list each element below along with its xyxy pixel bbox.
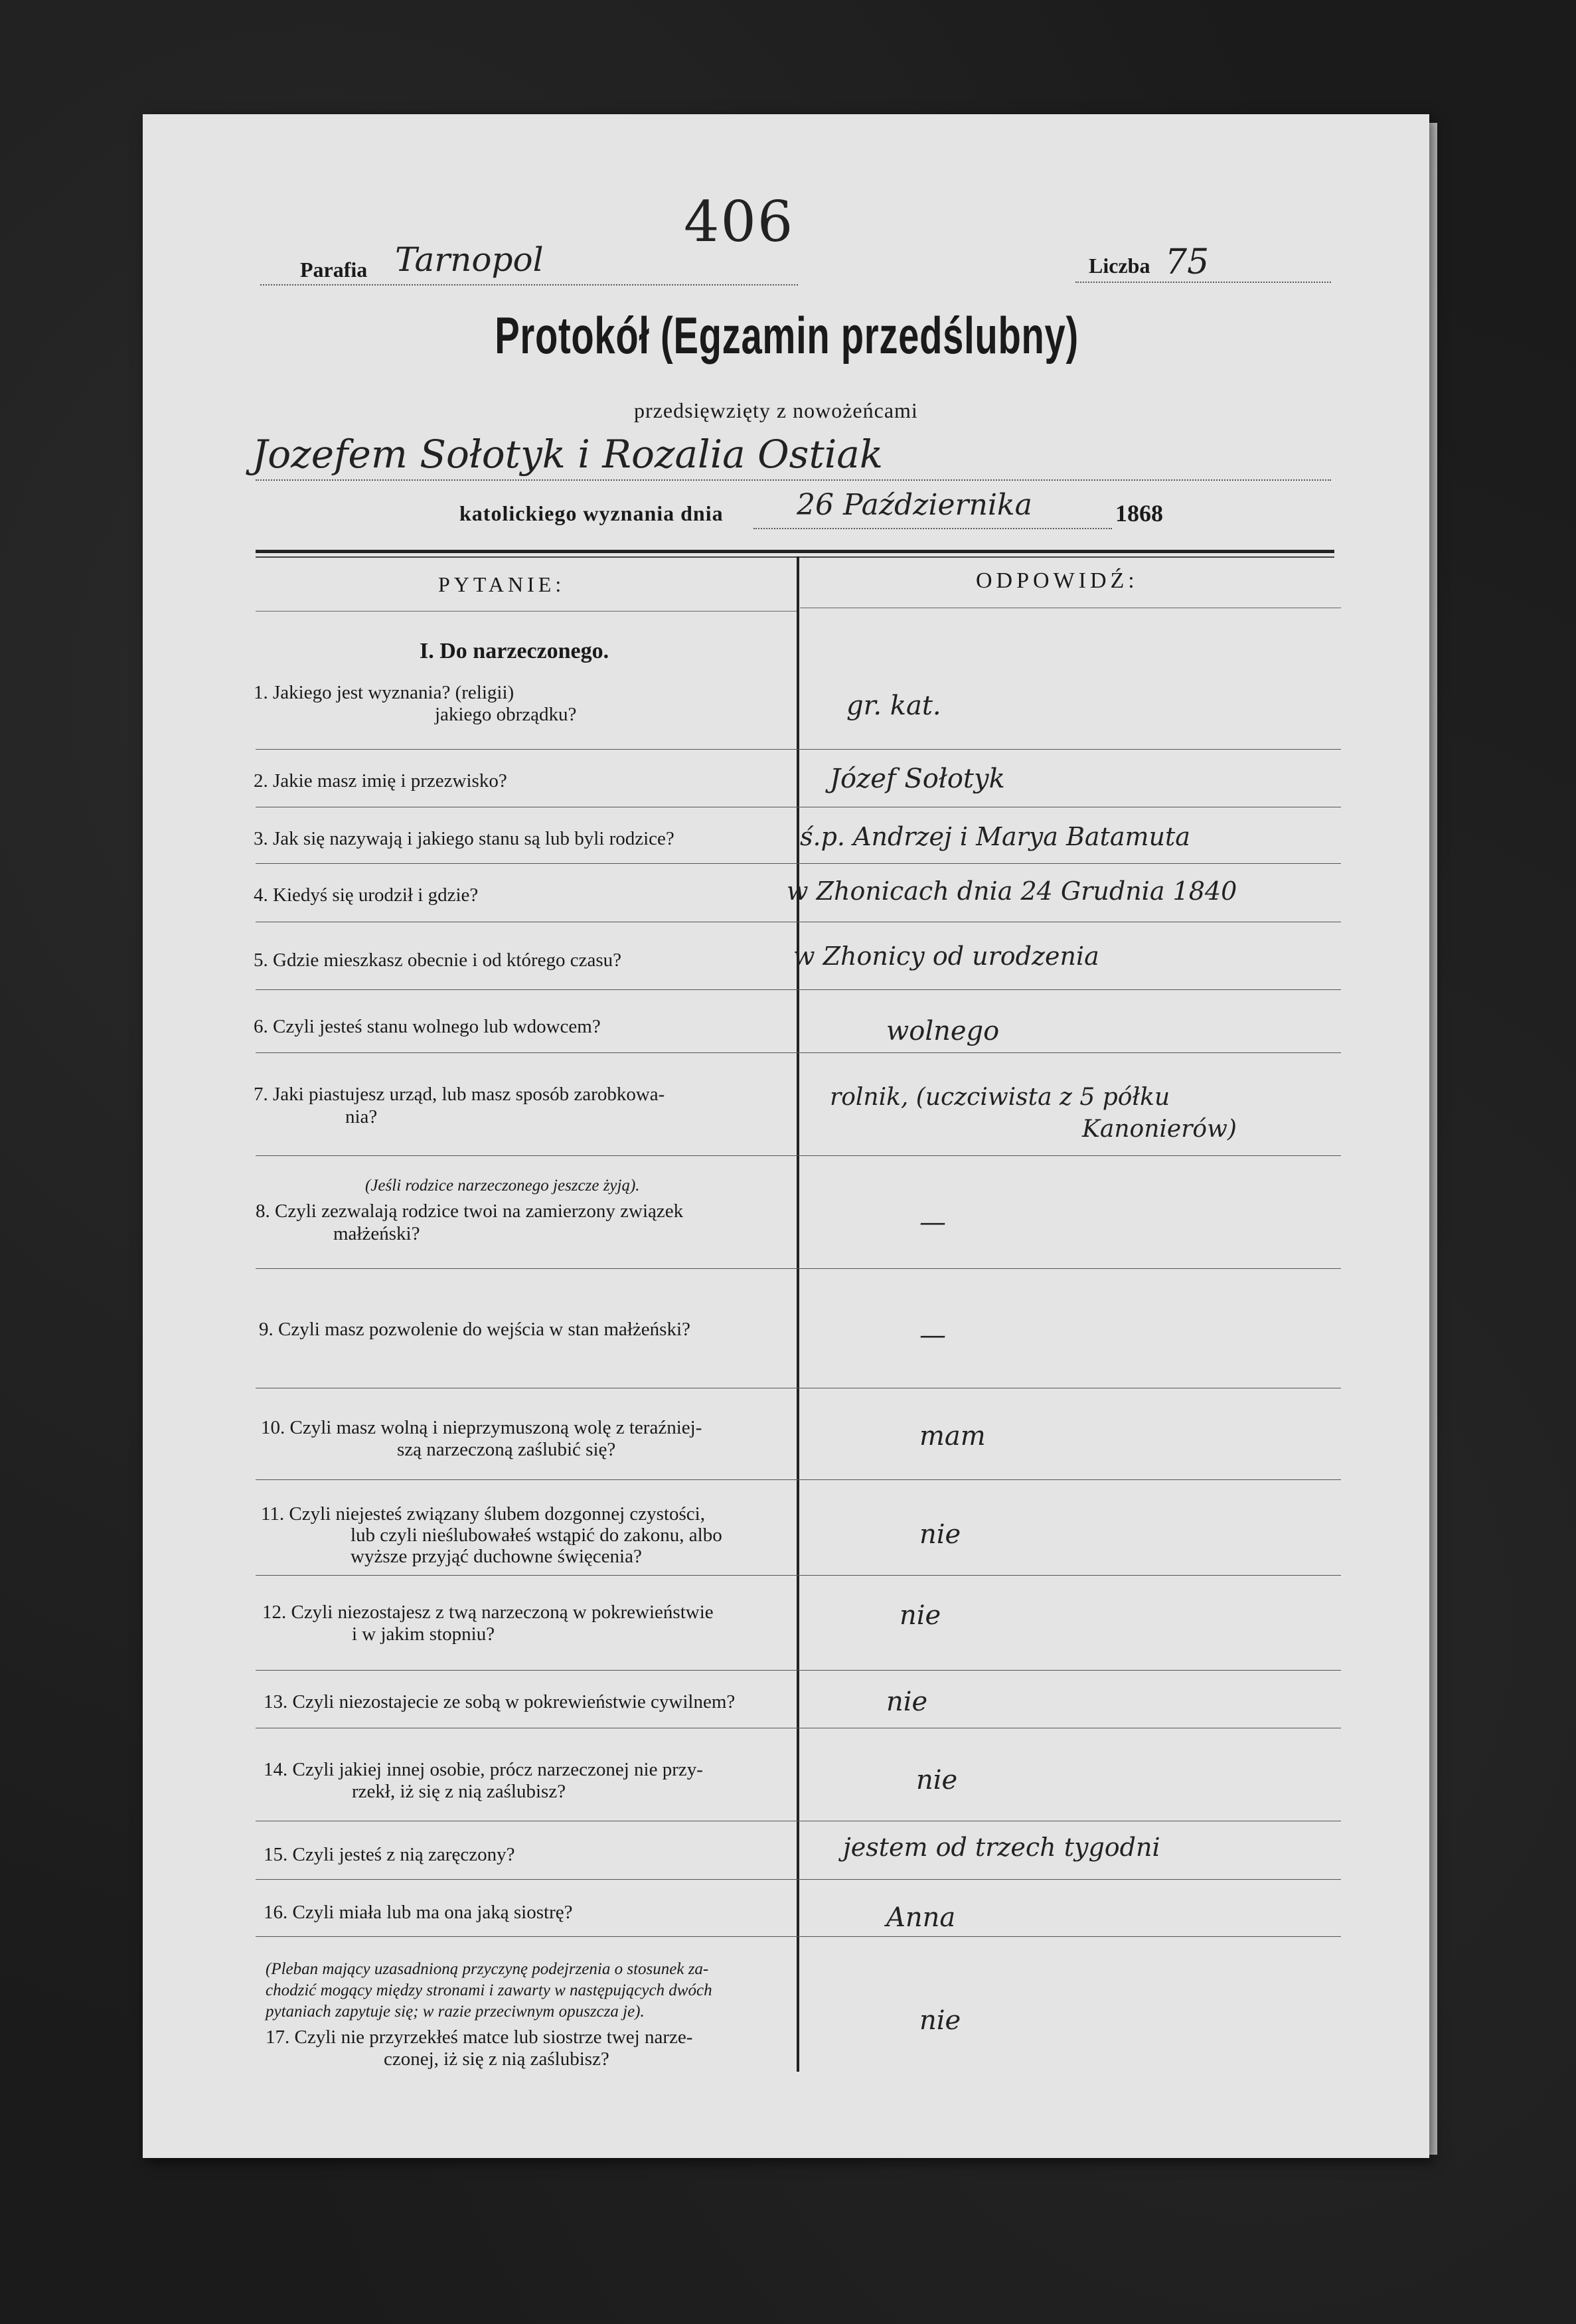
question-1: 1. Jakiego jest wyznania? (religii)	[254, 682, 514, 703]
section-heading: I. Do narzeczonego.	[420, 639, 609, 663]
question-9: 9. Czyli masz pozwolenie do wejścia w stan małżeński?	[259, 1319, 690, 1340]
date-label: katolickiego wyznania dnia	[459, 501, 724, 525]
answer-2: Józef Sołotyk	[830, 764, 1005, 794]
liczba-label: Liczba	[1089, 254, 1150, 278]
question-11-cont: lub czyli nieślubowałeś wstąpić do zakonu, albo	[351, 1525, 722, 1546]
question-16: 16. Czyli miała lub ma ona jaką siostrę?	[264, 1902, 573, 1923]
answer-column-header: ODPOWIDŹ:	[976, 568, 1139, 593]
question-4: 4. Kiedyś się urodził i gdzie?	[254, 884, 479, 906]
answer-3: ś.p. Andrzej i Marya Batamuta	[800, 822, 1190, 851]
date-value: 26 Października	[797, 488, 1032, 522]
answer-10: mam	[919, 1421, 986, 1452]
answer-5: w Zhonicy od urodzenia	[793, 942, 1099, 971]
question-8-cont: małżeński?	[333, 1223, 420, 1244]
question-17: 17. Czyli nie przyrzekłeś matce lub siostrze twej narze-	[266, 2027, 693, 2048]
names-line	[256, 479, 1331, 481]
page-title: Protokół (Egzamin przedślubny)	[495, 306, 1079, 365]
question-3: 3. Jak się nazywają i jakiego stanu są lub byli rodzice?	[254, 828, 674, 849]
answer-17: nie	[919, 2005, 961, 2036]
header-rule-thin	[256, 556, 1334, 558]
row-rule	[256, 1155, 1341, 1156]
subtitle: przedsięwzięty z nowożeńcami	[634, 398, 918, 422]
question-8: 8. Czyli zezwalają rodzice twoi na zamierzony związek	[256, 1201, 684, 1222]
question-7-cont: nia?	[345, 1106, 378, 1127]
answer-16: Anna	[886, 1902, 956, 1933]
question-2: 2. Jakie masz imię i przezwisko?	[254, 770, 507, 791]
question-14: 14. Czyli jakiej innej osobie, prócz narzeczonej nie przy-	[264, 1759, 703, 1780]
row-rule	[256, 1479, 1341, 1480]
year: 1868	[1115, 500, 1163, 527]
question-17-note-3: pytaniach zapytuje się; w razie przeciwnym opuszcza je).	[266, 2003, 645, 2021]
names-value: Jozefem Sołotyk i Rozalia Ostiak	[252, 432, 884, 477]
row-rule	[256, 1936, 1341, 1937]
question-10: 10. Czyli masz wolną i nieprzymuszoną wolę z teraźniej-	[261, 1417, 702, 1438]
answer-7-cont: Kanonierów)	[1082, 1116, 1237, 1143]
question-15: 15. Czyli jesteś z nią zaręczony?	[264, 1844, 515, 1865]
parafia-label: Parafia	[300, 258, 368, 282]
header-under-left	[256, 611, 797, 612]
row-rule	[256, 1670, 1341, 1671]
question-5: 5. Gdzie mieszkasz obecnie i od którego czasu?	[254, 950, 622, 971]
parafia-value: Tarnopol	[395, 240, 544, 279]
answer-7: rolnik, (uczciwista z 5 półku	[830, 1084, 1170, 1111]
answer-14: nie	[916, 1765, 958, 1795]
answer-12: nie	[900, 1600, 941, 1631]
row-rule	[256, 1575, 1341, 1576]
answer-8: —	[919, 1207, 946, 1238]
question-12-cont: i w jakim stopniu?	[352, 1623, 495, 1645]
question-13: 13. Czyli niezostajecie ze sobą w pokrewieństwie cywilnem?	[264, 1691, 736, 1712]
question-1-cont: jakiego obrządku?	[435, 704, 577, 725]
question-17-note-2: chodzić mogący między stronami i zawarty w następujących dwóch	[266, 1981, 712, 1999]
answer-15: jestem od trzech tygodni	[843, 1833, 1160, 1862]
parafia-line	[260, 284, 798, 286]
row-rule	[256, 863, 1341, 864]
answer-11: nie	[919, 1519, 961, 1550]
row-rule	[256, 749, 1341, 750]
question-column-header: PYTANIE:	[438, 572, 566, 596]
question-11: 11. Czyli niejesteś związany ślubem dozgonnej czystości,	[261, 1503, 705, 1525]
header-rule	[256, 550, 1334, 553]
question-8-note: (Jeśli rodzice narzeczonego jeszcze żyją).	[365, 1177, 640, 1195]
question-17-cont: czonej, iż się z nią zaślubisz?	[384, 2048, 609, 2070]
date-line	[753, 528, 1112, 529]
answer-6: wolnego	[886, 1016, 1000, 1046]
liczba-value: 75	[1165, 242, 1210, 282]
row-rule	[256, 1268, 1341, 1269]
question-12: 12. Czyli niezostajesz z twą narzeczoną w pokrewieństwie	[262, 1602, 714, 1623]
column-divider	[797, 556, 799, 2072]
answer-13: nie	[886, 1687, 928, 1717]
archive-number: 406	[684, 189, 795, 254]
row-rule	[256, 989, 1341, 990]
question-7: 7. Jaki piastujesz urząd, lub masz sposób zarobkowa-	[254, 1084, 665, 1105]
question-11-cont2: wyższe przyjąć duchowne święcenia?	[351, 1546, 642, 1567]
answer-9: —	[919, 1320, 946, 1351]
question-17-note: (Pleban mający uzasadnioną przyczynę podejrzenia o stosunek za-	[266, 1960, 709, 1978]
answer-1: gr. kat.	[846, 691, 941, 721]
question-6: 6. Czyli jesteś stanu wolnego lub wdowcem?	[254, 1016, 601, 1037]
question-14-cont: rzekł, iż się z nią zaślubisz?	[352, 1781, 566, 1802]
row-rule	[256, 1052, 1341, 1053]
liczba-line	[1075, 282, 1331, 283]
answer-4: w Zhonicach dnia 24 Grudnia 1840	[787, 876, 1237, 906]
row-rule	[256, 1879, 1341, 1880]
question-10-cont: szą narzeczoną zaślubić się?	[397, 1439, 616, 1460]
